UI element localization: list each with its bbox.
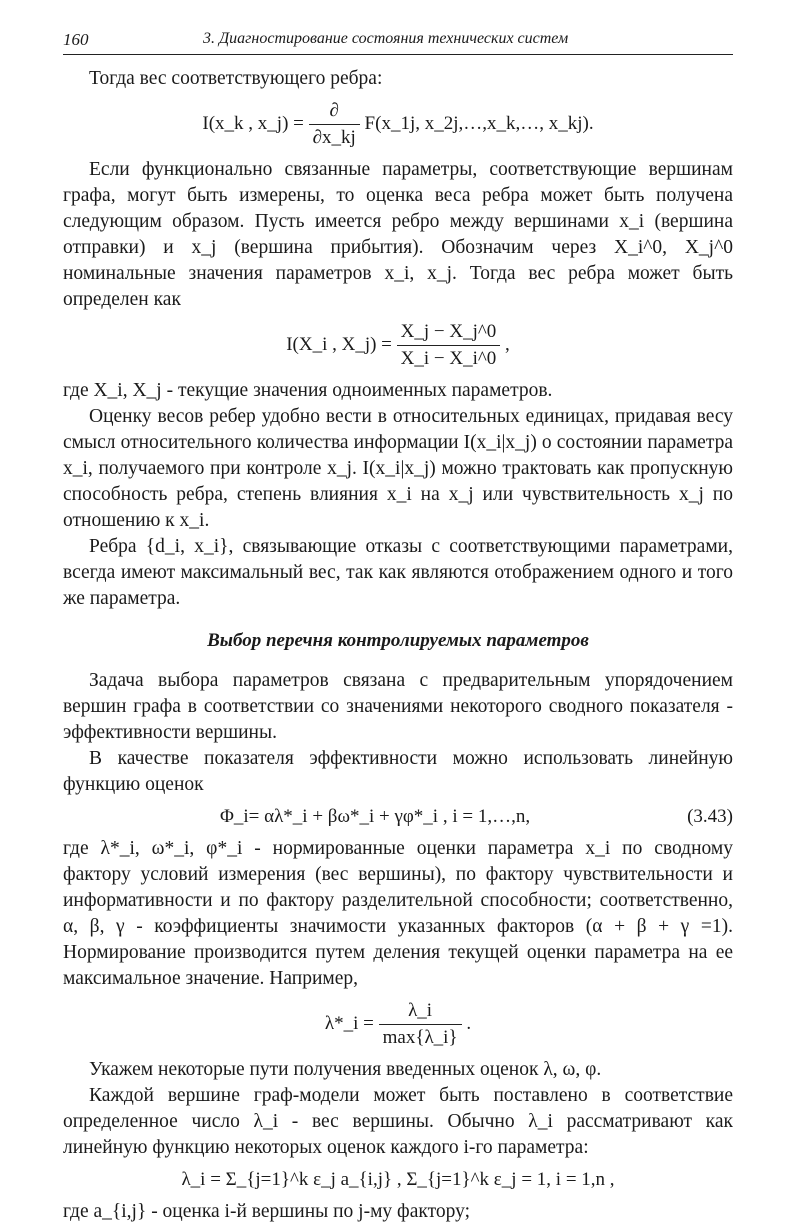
paragraph: В качестве показателя эффективности можно использовать линейную функцию оценок <box>63 748 733 795</box>
fraction <box>397 319 501 372</box>
paragraph: где X_i, X_j - текущие значения одноименных параметров. <box>63 380 553 401</box>
formula-normalization <box>63 998 733 1051</box>
formula-part: λ*_i = <box>324 1012 374 1034</box>
fraction-denominator: max{λ_i} <box>382 1027 458 1048</box>
formula-part: λ_i = Σ_{j=1}^k ε_j a_{i,j} , Σ_{j=1}^k ε_j = 1, i = 1,n , <box>181 1169 615 1190</box>
fraction-numerator: X_j − X_j^0 <box>397 319 501 346</box>
paragraph: где a_{i,j} - оценка i-й вершины по j-му фактору; <box>63 1201 470 1222</box>
fraction-numerator: ∂ <box>309 98 360 125</box>
paragraph: Тогда вес соответствующего ребра: <box>89 68 383 89</box>
formula-part: I(X_i , X_j) = <box>286 333 392 355</box>
paragraph: Оценку весов ребер удобно вести в относительных единицах, придавая весу смысл относительного количества информации I(x_i|x_j) о состоянии параметра x_i, получаемого при контроле x_j. I(x_i|x_j) можно трактовать как пропускную способность ребра, степень влияния x_i на x_j или чувствительность x_j по отношению к x_i. <box>63 406 733 531</box>
paragraph: где λ*_i, ω*_i, φ*_i - нормированные оценки параметра x_i по сводному фактору условий измерения (вес вершины), по фактору чувствительности и информативности и по фактору разделительной способности; соответственно, α, β, γ - коэффициенты значимости указанных факторов (α + β + γ =1). Нормирование производится путем деления текущей оценки параметра на ее максимальное значение. Например, <box>63 838 733 989</box>
section-title: Выбор перечня контролируемых параметров <box>207 630 589 651</box>
formula-relative-weight <box>63 319 733 372</box>
paragraph: Если функционально связанные параметры, соответствующие вершинам графа, могут быть измерены, то оценка веса ребра может быть получена следующим образом. Пусть имеется ребро между вершинами x_i (вершина отправки) и x_j (вершина прибытия). Обозначим через X_i^0, X_j^0 номинальные значения параметров x_i, x_j. Тогда вес ребра может быть определен как <box>63 159 733 310</box>
formula-efficiency <box>63 804 733 830</box>
fraction-numerator: λ_i <box>379 998 462 1025</box>
equation-number: (3.43) <box>687 806 733 827</box>
paragraph: Ребра {d_i, x_i}, связывающие отказы с соответствующими параметрами, всегда имеют максимальный вес, так как являются отображением одного и того же параметра. <box>63 536 733 609</box>
page-number: 160 <box>63 30 89 49</box>
formula-edge-weight <box>63 98 733 151</box>
formula-part: Φ_i= αλ*_i + βω*_i + γφ*_i , i = 1,…,n, <box>219 806 531 827</box>
page-header <box>63 20 733 52</box>
formula-vertex-weight <box>63 1167 733 1193</box>
paragraph: Каждой вершине граф-модели может быть поставлено в соответствие определенное число λ_i - вес вершины. Обычно λ_i рассматривают как линейную функцию некоторых оценок каждого i-го параметра: <box>63 1085 733 1158</box>
fraction-denominator: ∂x_kj <box>312 127 356 148</box>
page-body <box>63 66 733 1225</box>
running-title: 3. Диагностирование состояния технических систем <box>203 30 569 47</box>
fraction <box>379 998 462 1051</box>
fraction <box>309 98 360 151</box>
formula-part: . <box>466 1012 472 1034</box>
formula-part: F(x_1j, x_2j,…,x_k,…, x_kj). <box>364 112 594 134</box>
paragraph: Задача выбора параметров связана с предварительным упорядочением вершин графа в соответствии со значениями некоторого сводного показателя - эффективности вершины. <box>63 670 733 743</box>
header-rule <box>63 54 733 55</box>
fraction-denominator: X_i − X_i^0 <box>400 348 497 369</box>
formula-part: I(x_k , x_j) = <box>202 112 304 134</box>
paragraph: Укажем некоторые пути получения введенных оценок λ, ω, φ. <box>89 1059 602 1080</box>
formula-part: , <box>505 333 510 355</box>
